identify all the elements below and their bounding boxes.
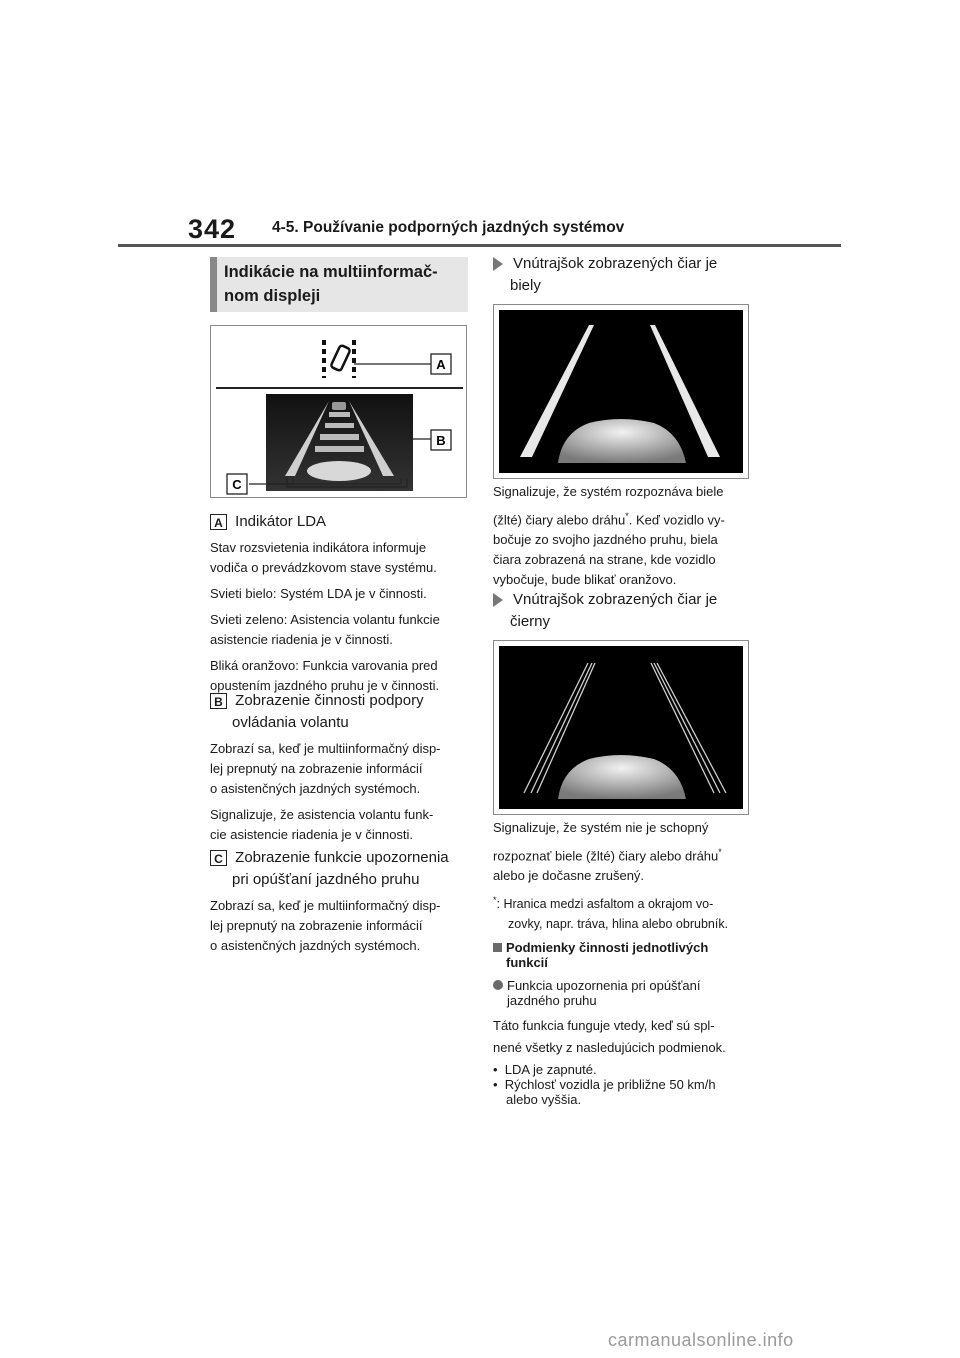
condition-item: LDA je zapnuté.: [504, 1062, 597, 1077]
item-b-title-text: Zobrazenie činnosti podpory: [235, 692, 424, 709]
item-b: [210, 690, 472, 845]
footnote-text: zovky, napr. tráva, hlina alebo obrubník.: [508, 917, 729, 932]
function-item: [493, 978, 759, 1107]
sub2-text: alebo je dočasne zrušený.: [493, 868, 645, 884]
condition-item: alebo vyššia.: [506, 1092, 582, 1107]
item-c-title-text: pri opúšťaní jazdného pruhu: [232, 871, 420, 888]
header-rule: [118, 244, 841, 247]
sub1-text: bočuje zo svojho jazdného pruhu, biela: [493, 532, 718, 548]
function-title: Funkcia upozornenia pri opúšťaní: [507, 978, 701, 993]
section-heading: [224, 260, 464, 308]
item-b-label: B: [210, 693, 227, 709]
footnote-text: Hranica medzi asfaltom a okrajom vo-: [503, 897, 714, 912]
sub1-text: (žlté) čiary alebo dráhu: [493, 512, 626, 528]
bullet-dot: •: [493, 1062, 505, 1077]
item-b-text: Zobrazí sa, keď je multiinformačný disp-: [210, 741, 441, 756]
item-a: [210, 511, 472, 696]
item-c-text: o asistenčných jazdných systémoch.: [210, 938, 421, 953]
heading-accent-bar: [210, 257, 217, 312]
sub1-title: Vnútrajšok zobrazených čiar je: [513, 255, 718, 272]
condition-item: Rýchlosť vozidla je približne 50 km/h: [504, 1077, 716, 1092]
sub1-description: [493, 482, 759, 590]
conditions-heading-text: funkcií: [506, 955, 548, 970]
sub2-description: [493, 818, 759, 934]
lane-display-photo-black: [493, 640, 749, 815]
fig-label-b: B: [436, 433, 446, 448]
item-a-title: [210, 511, 472, 533]
item-a-text: Stav rozsvietenia indikátora informuje: [210, 540, 427, 555]
item-b-text: cie asistencie riadenia je v činnosti.: [210, 827, 414, 842]
sub1-text: . Keď vozidlo vy-: [628, 512, 725, 528]
subheading-white-lines: [493, 253, 755, 297]
item-a-text: Svieti zeleno: Asistencia volantu funkcie: [210, 612, 440, 627]
footnote-asterisk: *: [718, 847, 722, 857]
footnote-asterisk: *: [625, 511, 629, 521]
sub2-title: Vnútrajšok zobrazených čiar je: [513, 591, 718, 608]
item-c-text: Zobrazí sa, keď je multiinformačný disp-: [210, 898, 441, 913]
item-b-text: Signalizuje, že asistencia volantu funk-: [210, 807, 434, 822]
multi-info-display-figure: [210, 325, 467, 498]
lda-indicator-icon: [324, 340, 354, 378]
sub2-text: rozpoznať biele (žlté) čiary alebo dráhu: [493, 848, 719, 864]
footnote-marker: :: [496, 897, 500, 912]
item-c-text: lej prepnutý na zobrazenie informácií: [210, 918, 423, 933]
item-a-text: opustením jazdného pruhu je v činnosti.: [210, 678, 440, 693]
item-a-text: Bliká oranžovo: Funkcia varovania pred: [210, 658, 438, 673]
item-a-text: asistencie riadenia je v činnosti.: [210, 632, 393, 647]
item-a-title-text: Indikátor LDA: [235, 513, 327, 530]
function-title: jazdného pruhu: [507, 993, 597, 1008]
sub1-text: čiara zobrazená na strane, kde vozidlo: [493, 552, 716, 568]
function-text: nené všetky z nasledujúcich podmienok.: [493, 1040, 726, 1055]
item-b-title: [210, 690, 472, 712]
sub2-title: čierny: [510, 613, 551, 630]
sub1-text: Signalizuje, že systém rozpoznáva biele: [493, 484, 724, 499]
item-a-text: vodiča o prevádzkovom stave systému.: [210, 560, 437, 575]
subheading-black-lines: [493, 589, 755, 633]
fig-label-c: C: [232, 477, 242, 492]
item-c-label: C: [210, 850, 227, 866]
page-number: 342: [188, 214, 237, 244]
item-c: [210, 847, 472, 956]
item-c-title: [210, 847, 472, 869]
watermark: carmanualsonline.info: [608, 1330, 794, 1350]
function-text: Táto funkcia funguje vtedy, keď sú spl-: [493, 1018, 715, 1033]
display-illustration: [211, 326, 466, 497]
heading-line-2: nom displeji: [224, 287, 321, 305]
footnote-asterisk: *: [493, 895, 497, 906]
item-b-title-text: ovládania volantu: [232, 714, 349, 731]
item-c-title-text: Zobrazenie funkcie upozornenia: [235, 849, 449, 866]
triangle-bullet-icon: [493, 257, 503, 271]
item-b-text: lej prepnutý na zobrazenie informácií: [210, 761, 423, 776]
item-b-text: o asistenčných jazdných systémoch.: [210, 781, 421, 796]
conditions-heading-text: Podmienky činnosti jednotlivých: [506, 940, 709, 955]
sub1-text: vybočuje, bude blikať oranžovo.: [493, 572, 677, 588]
lane-display-photo-white: [493, 304, 749, 479]
circle-bullet-icon: [493, 980, 503, 990]
fig-label-a: A: [436, 357, 446, 372]
sub2-text: Signalizuje, že systém nie je schopný: [493, 820, 709, 835]
square-bullet-icon: [493, 943, 502, 952]
item-a-label: A: [210, 514, 227, 530]
section-heading-box: [210, 257, 468, 312]
section-title: 4-5. Používanie podporných jazdných systémov: [272, 219, 625, 236]
bullet-dot: •: [493, 1077, 505, 1092]
conditions-heading: [493, 940, 759, 970]
heading-line-1: Indikácie na multiinformač-: [224, 263, 438, 281]
sub1-title: biely: [510, 277, 541, 294]
triangle-bullet-icon: [493, 593, 503, 607]
item-a-text: Svieti bielo: Systém LDA je v činnosti.: [210, 586, 427, 601]
